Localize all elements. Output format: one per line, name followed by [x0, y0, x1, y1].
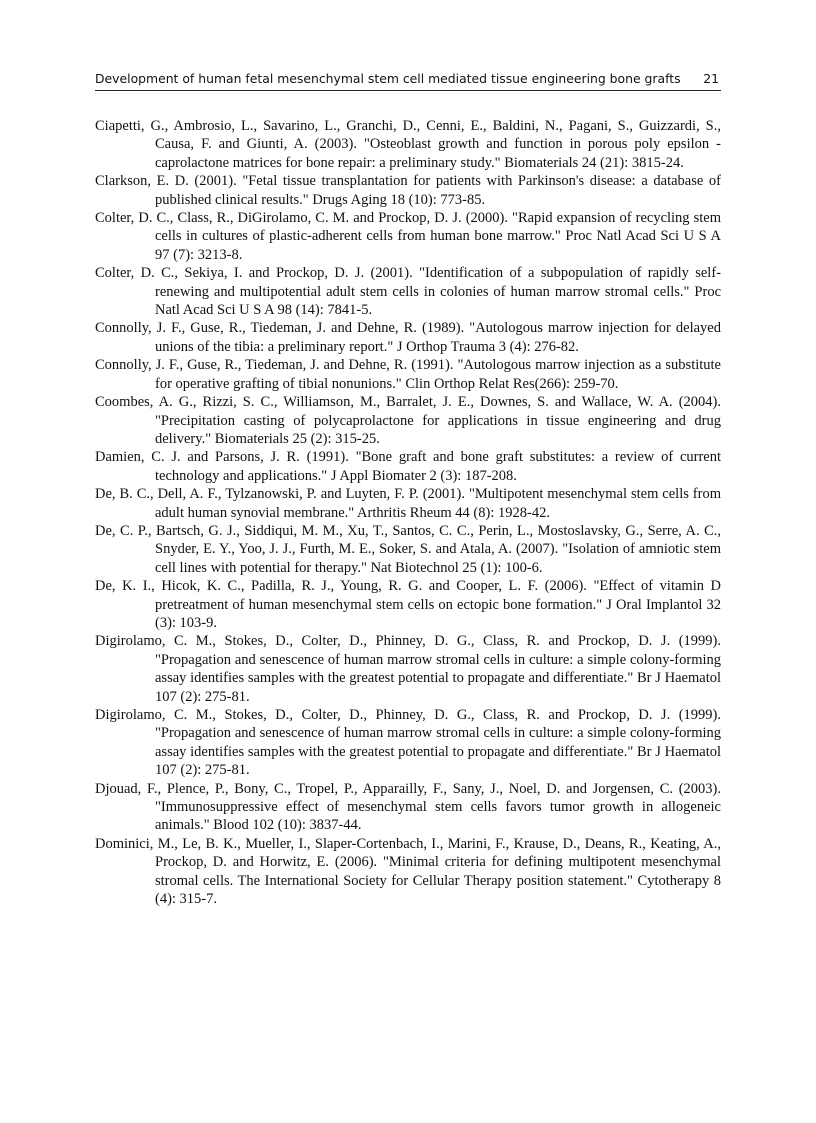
running-header — [95, 70, 721, 91]
reference-entry: Clarkson, E. D. (2001). "Fetal tissue transplantation for patients with Parkinson's disease: a database of published clinical results." Drugs Aging 18 (10): 773-85. — [95, 173, 721, 208]
reference-entry: Digirolamo, C. M., Stokes, D., Colter, D., Phinney, D. G., Class, R. and Prockop, D. J. (1999). "Propagation and senescence of human marrow stromal cells in culture: a simple colony-forming assay identifies samples with the greatest potential to propagate and differentiate." Br J Haematol 107 (2): 275-81. — [95, 633, 721, 705]
reference-entry: Djouad, F., Plence, P., Bony, C., Tropel, P., Apparailly, F., Sany, J., Noel, D. and Jorgensen, C. (2003). "Immunosuppressive effect of mesenchymal stem cells favors tumor growth in allogeneic animals." Blood 102 (10): 3837-44. — [95, 780, 721, 834]
reference-entry: De, B. C., Dell, A. F., Tylzanowski, P. and Luyten, F. P. (2001). "Multipotent mesenchymal stem cells from adult human synovial membrane." Arthritis Rheum 44 (8): 1928-42. — [95, 486, 721, 521]
reference-entry: Ciapetti, G., Ambrosio, L., Savarino, L., Granchi, D., Cenni, E., Baldini, N., Pagani, S., Guizzardi, S., Causa, F. and Giunti, A. (2003). "Osteoblast growth and function in porous poly epsilon -caprolactone matrices for bone repair: a preliminary study." Biomaterials 24 (21): 3815-24. — [95, 118, 721, 171]
running-header-title: Development of human fetal mesenchymal stem cell mediated tissue engineering bone grafts — [95, 71, 681, 86]
reference-entry: Colter, D. C., Class, R., DiGirolamo, C. M. and Prockop, D. J. (2000). "Rapid expansion of recycling stem cells in cultures of plastic-adherent cells from human bone marrow." Proc Natl Acad Sci U S A 97 (7): 3213-8. — [95, 210, 721, 263]
reference-entry: De, K. I., Hicok, K. C., Padilla, R. J., Young, R. G. and Cooper, L. F. (2006). "Effect of vitamin D pretreatment of human mesenchymal stem cells on ectopic bone formation." J Oral Implantol 32 (3): 103-9. — [95, 578, 721, 631]
reference-entry: Dominici, M., Le, B. K., Mueller, I., Slaper-Cortenbach, I., Marini, F., Krause, D., Deans, R., Keating, A., Prockop, D. and Horwitz, E. (2006). "Minimal criteria for defining multipotent mesenchymal stromal cells. The International Society for Cellular Therapy position statement." Cytotherapy 8 (4): 315-7. — [95, 835, 721, 908]
reference-entry: Colter, D. C., Sekiya, I. and Prockop, D. J. (2001). "Identification of a subpopulation of rapidly self-renewing and multipotential adult stem cells in colonies of human marrow stromal cells." Proc Natl Acad Sci U S A 98 (14): 7841-5. — [95, 265, 721, 319]
reference-entry: Coombes, A. G., Rizzi, S. C., Williamson, M., Barralet, J. E., Downes, S. and Wallace, W. A. (2004). "Precipitation casting of polycaprolactone for applications in tissue engineering and drug delivery." Biomaterials 25 (2): 315-25. — [95, 394, 721, 447]
reference-entry: Damien, C. J. and Parsons, J. R. (1991). "Bone graft and bone graft substitutes: a review of current technology and applications." J Appl Biomater 2 (3): 187-208. — [95, 449, 721, 484]
reference-entry: De, C. P., Bartsch, G. J., Siddiqui, M. M., Xu, T., Santos, C. C., Perin, L., Mostoslavsky, G., Serre, A. C., Snyder, E. Y., Yoo, J. J., Furth, M. E., Soker, S. and Atala, A. (2007). "Isolation of amniotic stem cell lines with potential for therapy." Nat Biotechnol 25 (1): 100-6. — [95, 522, 721, 576]
page-number: 21 — [703, 71, 719, 86]
reference-entry: Connolly, J. F., Guse, R., Tiedeman, J. and Dehne, R. (1991). "Autologous marrow injection as a substitute for operative grafting of tibial nonunions." Clin Orthop Relat Res(266): 259-70. — [95, 357, 721, 392]
reference-entry: Connolly, J. F., Guse, R., Tiedeman, J. and Dehne, R. (1989). "Autologous marrow injection for delayed unions of the tibia: a preliminary report." J Orthop Trauma 3 (4): 276-82. — [95, 320, 721, 355]
reference-entry: Digirolamo, C. M., Stokes, D., Colter, D., Phinney, D. G., Class, R. and Prockop, D. J. (1999). "Propagation and senescence of human marrow stromal cells in culture: a simple colony-forming assay identifies samples with the greatest potential to propagate and differentiate." Br J Haematol 107 (2): 275-81. — [95, 707, 721, 779]
reference-list — [95, 117, 721, 908]
